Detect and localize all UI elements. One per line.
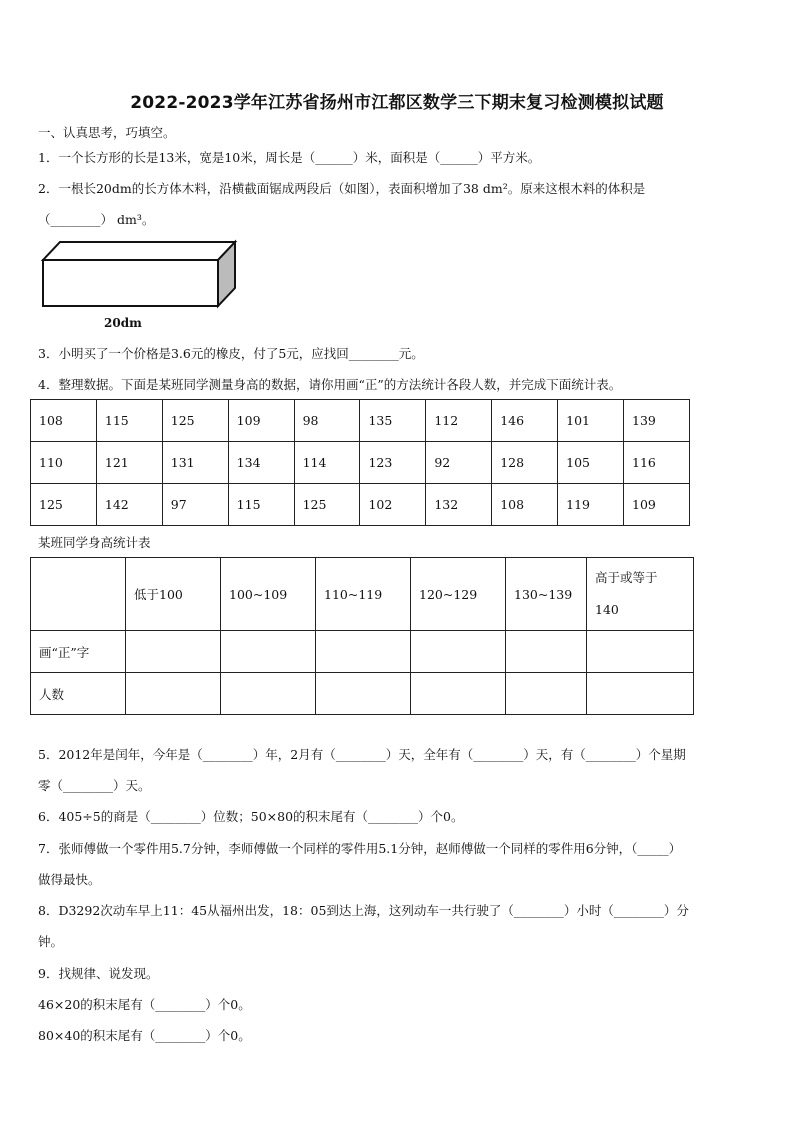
height-cell: 102 [360, 484, 426, 526]
stat-header-cell [31, 558, 126, 631]
stat-row-label: 人数 [31, 673, 126, 715]
cuboid-figure [40, 238, 240, 310]
stat-header-cell: 低于100 [126, 558, 221, 631]
question-5-line-1: 5．2012年是闰年，今年是（________）年，2月有（________）天，全年有（________）天，有（________）个星期 [38, 747, 686, 762]
page-title: 2022-2023学年江苏省扬州市江都区数学三下期末复习检测模拟试题 [130, 93, 664, 113]
stat-cell [587, 673, 694, 715]
question-1: 1．一个长方形的长是13米，宽是10米，周长是（______）米，面积是（______）平方米。 [38, 150, 541, 165]
height-cell: 131 [162, 442, 228, 484]
stat-table-caption: 某班同学身高统计表 [38, 535, 151, 550]
stat-header-cell: 100~109 [221, 558, 316, 631]
stat-header-last-line1: 高于或等于 [595, 570, 658, 585]
question-9: 9．找规律、说发现。 [38, 966, 159, 981]
data-row [31, 400, 690, 442]
question-2-line-1: 2．一根长20dm的长方体木料，沿横截面锯成两段后（如图），表面积增加了38 dm²。原来这根木料的体积是 [38, 181, 646, 196]
height-cell: 135 [360, 400, 426, 442]
question-3: 3．小明买了一个价格是3.6元的橡皮，付了5元，应找回________元。 [38, 346, 424, 361]
question-9-a: 46×20的积末尾有（________）个0。 [38, 997, 251, 1012]
height-cell: 92 [426, 442, 492, 484]
stat-header-cell: 110~119 [316, 558, 411, 631]
height-cell: 110 [31, 442, 97, 484]
height-cell: 121 [96, 442, 162, 484]
stat-cell [506, 631, 587, 673]
stat-cell [126, 631, 221, 673]
height-cell: 119 [558, 484, 624, 526]
height-cell: 115 [228, 484, 294, 526]
height-cell: 134 [228, 442, 294, 484]
stat-cell [411, 673, 506, 715]
height-cell: 125 [31, 484, 97, 526]
stat-cell [316, 631, 411, 673]
height-cell: 105 [558, 442, 624, 484]
height-cell: 142 [96, 484, 162, 526]
height-cell: 101 [558, 400, 624, 442]
height-cell: 116 [624, 442, 690, 484]
stat-header-cell: 130~139 [506, 558, 587, 631]
question-5-line-2: 零（________）天。 [38, 778, 151, 793]
height-cell: 139 [624, 400, 690, 442]
stat-cell [221, 631, 316, 673]
height-cell: 109 [624, 484, 690, 526]
question-7-line-1: 7．张师傅做一个零件用5.7分钟，李师傅做一个同样的零件用5.1分钟，赵师傅做一个同样的零件用6分钟，（_____） [38, 841, 682, 856]
question-6: 6．405÷5的商是（________）位数；50×80的积末尾有（________）个0。 [38, 809, 464, 824]
data-row [31, 442, 690, 484]
height-cell: 97 [162, 484, 228, 526]
height-cell: 115 [96, 400, 162, 442]
height-cell: 98 [294, 400, 360, 442]
stat-header-row [31, 558, 694, 631]
stat-cell [221, 673, 316, 715]
stat-row-count [31, 673, 694, 715]
height-cell: 108 [31, 400, 97, 442]
question-4: 4．整理数据。下面是某班同学测量身高的数据，请你用画“正”的方法统计各段人数，并完成下面统计表。 [38, 377, 622, 392]
height-cell: 125 [294, 484, 360, 526]
height-cell: 109 [228, 400, 294, 442]
stat-cell [316, 673, 411, 715]
height-cell: 128 [492, 442, 558, 484]
stat-row-label: 画“正”字 [31, 631, 126, 673]
height-cell: 146 [492, 400, 558, 442]
stat-cell [587, 631, 694, 673]
stat-header-last-line2: 140 [595, 602, 619, 617]
height-cell: 114 [294, 442, 360, 484]
stat-cell [411, 631, 506, 673]
stat-header-cell: 120~129 [411, 558, 506, 631]
data-row [31, 484, 690, 526]
stat-header-cell-last [587, 558, 694, 631]
stat-row-tally [31, 631, 694, 673]
height-data-table [30, 399, 690, 526]
height-cell: 125 [162, 400, 228, 442]
question-7-line-2: 做得最快。 [38, 872, 101, 887]
height-cell: 108 [492, 484, 558, 526]
question-8-line-2: 钟。 [38, 934, 64, 949]
stat-cell [506, 673, 587, 715]
figure-label: 20dm [104, 316, 142, 330]
height-cell: 132 [426, 484, 492, 526]
question-2-line-2: （________） dm³。 [38, 212, 155, 227]
height-cell: 123 [360, 442, 426, 484]
height-stat-table [30, 557, 694, 715]
height-cell: 112 [426, 400, 492, 442]
section-heading: 一、认真思考，巧填空。 [38, 125, 176, 140]
question-8-line-1: 8．D3292次动车早上11：45从福州出发，18：05到达上海，这列动车一共行驶了（________）小时（________）分 [38, 903, 689, 918]
question-9-b: 80×40的积末尾有（________）个0。 [38, 1028, 251, 1043]
stat-cell [126, 673, 221, 715]
